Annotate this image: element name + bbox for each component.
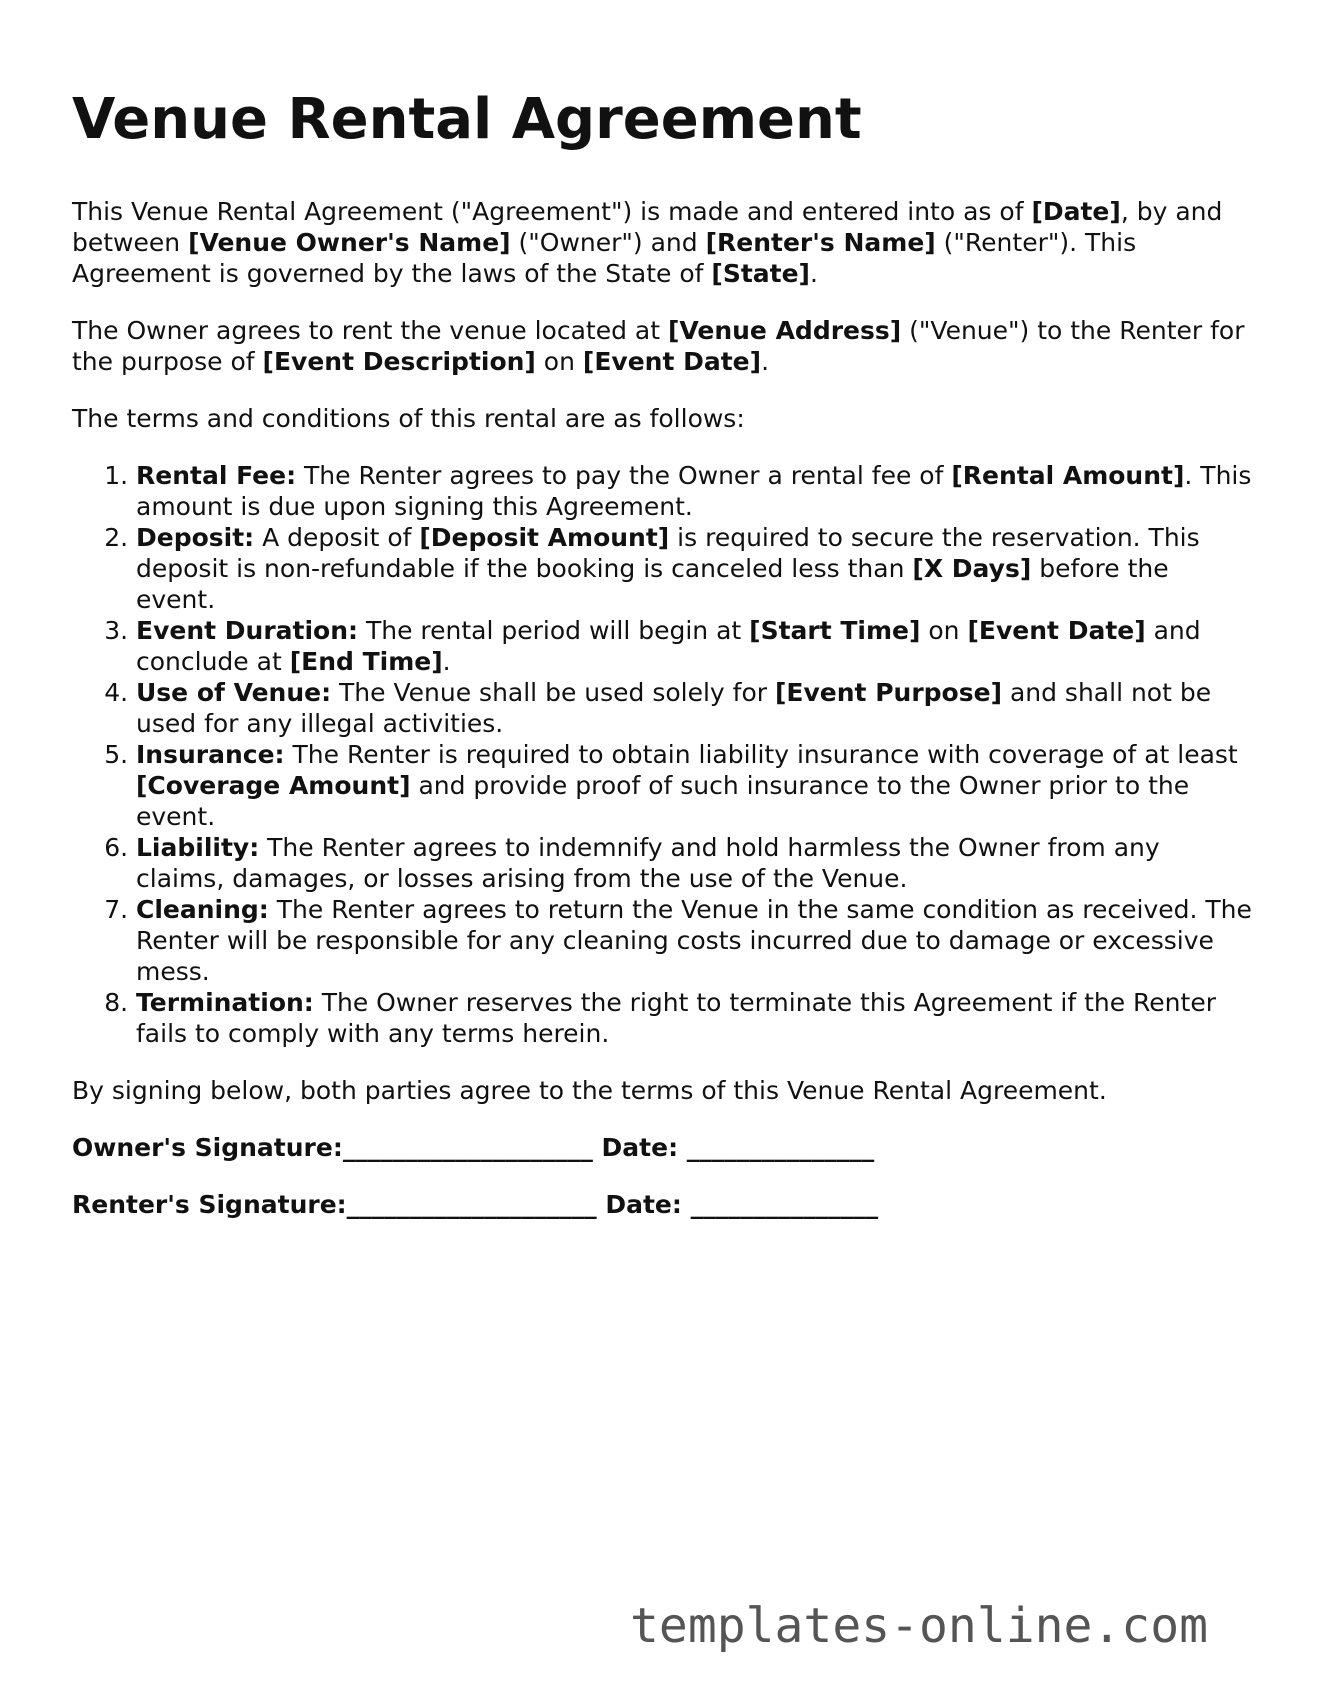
- purpose-text: The Owner agrees to rent the venue located at: [72, 316, 668, 346]
- term-placeholder: [X Days]: [912, 554, 1032, 584]
- date-placeholder: [Date]: [1031, 197, 1121, 227]
- term-placeholder: [Start Time]: [749, 616, 921, 646]
- purpose-text: ("Venue") to the Renter for the purpose of: [72, 316, 1245, 377]
- renter-signature-line: Renter's Signature:____________________ Date: _______________: [72, 1190, 879, 1220]
- term-text: The Renter agrees to pay the Owner a rental fee of: [296, 461, 952, 491]
- term-text: A deposit of: [254, 523, 420, 553]
- term-heading: Cleaning:: [136, 895, 269, 925]
- owner-name-placeholder: [Venue Owner's Name]: [188, 228, 511, 258]
- term-item: [136, 832, 1252, 894]
- term-item: [136, 987, 1252, 1049]
- venue-address-placeholder: [Venue Address]: [667, 316, 902, 346]
- event-date-placeholder: [Event Date]: [582, 347, 762, 377]
- term-placeholder: [Deposit Amount]: [419, 523, 670, 553]
- term-text: The Owner reserves the right to terminate this Agreement if the Renter fails to comply with any terms herein.: [136, 988, 1216, 1049]
- term-text: The Renter agrees to indemnify and hold harmless the Owner from any claims, damages, or losses arising from the use of the Venue.: [136, 833, 1160, 894]
- term-text: and conclude at: [136, 616, 1201, 677]
- intro-text: ("Owner") and: [510, 228, 706, 258]
- state-placeholder: [State]: [711, 259, 810, 289]
- document: [72, 88, 1252, 1246]
- intro-text: ("Renter"). This Agreement is governed by the laws of the State of: [72, 228, 1137, 289]
- term-text: .: [442, 647, 451, 677]
- term-text: before the event.: [136, 554, 1169, 615]
- owner-signature-line: Owner's Signature:____________________ Date: _______________: [72, 1133, 875, 1163]
- intro-text: , by and between: [72, 197, 1223, 258]
- term-text: is required to secure the reservation. This deposit is non-refundable if the booking is canceled less than: [136, 523, 1200, 584]
- term-placeholder: [Coverage Amount]: [136, 771, 411, 801]
- term-placeholder: [Event Date]: [967, 616, 1146, 646]
- term-text: The Renter is required to obtain liability insurance with coverage of at least: [284, 740, 1238, 770]
- term-heading: Event Duration:: [136, 616, 359, 646]
- term-heading: Insurance:: [136, 740, 285, 770]
- term-heading: Liability:: [136, 833, 260, 863]
- term-item: [136, 615, 1252, 677]
- term-heading: Termination:: [136, 988, 314, 1018]
- term-text: . This amount is due upon signing this Agreement.: [136, 461, 1252, 522]
- term-heading: Rental Fee:: [136, 461, 297, 491]
- closing-statement: By signing below, both parties agree to the terms of this Venue Rental Agreement.: [72, 1076, 1107, 1106]
- purpose-text: on: [535, 347, 583, 377]
- term-text: and provide proof of such insurance to the Owner prior to the event.: [136, 771, 1190, 832]
- term-text: The Renter agrees to return the Venue in the same condition as received. The Renter will be responsible for any cleaning costs incurred due to damage or excessive mess.: [136, 895, 1252, 987]
- term-heading: Use of Venue:: [136, 678, 332, 708]
- intro-text: .: [809, 259, 818, 289]
- term-text: on: [920, 616, 968, 646]
- term-text: The Venue shall be used solely for: [331, 678, 775, 708]
- term-placeholder: [Event Purpose]: [775, 678, 1002, 708]
- watermark: templates-online.com: [630, 1598, 1208, 1654]
- terms-list: [72, 460, 1252, 1049]
- term-placeholder: [Rental Amount]: [951, 461, 1185, 491]
- term-text: and shall not be used for any illegal activities.: [136, 678, 1212, 739]
- page-title: Venue Rental Agreement: [72, 87, 862, 152]
- event-description-placeholder: [Event Description]: [262, 347, 536, 377]
- term-item: [136, 677, 1252, 739]
- term-item: [136, 739, 1252, 832]
- purpose-paragraph: [72, 315, 1252, 377]
- purpose-text: .: [761, 347, 770, 377]
- intro-paragraph: [72, 196, 1252, 289]
- term-item: [136, 460, 1252, 522]
- term-item: [136, 522, 1252, 615]
- renter-name-placeholder: [Renter's Name]: [705, 228, 936, 258]
- term-placeholder: [End Time]: [289, 647, 443, 677]
- terms-intro: The terms and conditions of this rental are as follows:: [72, 404, 745, 434]
- term-text: The rental period will begin at: [358, 616, 750, 646]
- term-heading: Deposit:: [136, 523, 255, 553]
- intro-text: This Venue Rental Agreement ("Agreement") is made and entered into as of: [72, 197, 1032, 227]
- term-item: [136, 894, 1252, 987]
